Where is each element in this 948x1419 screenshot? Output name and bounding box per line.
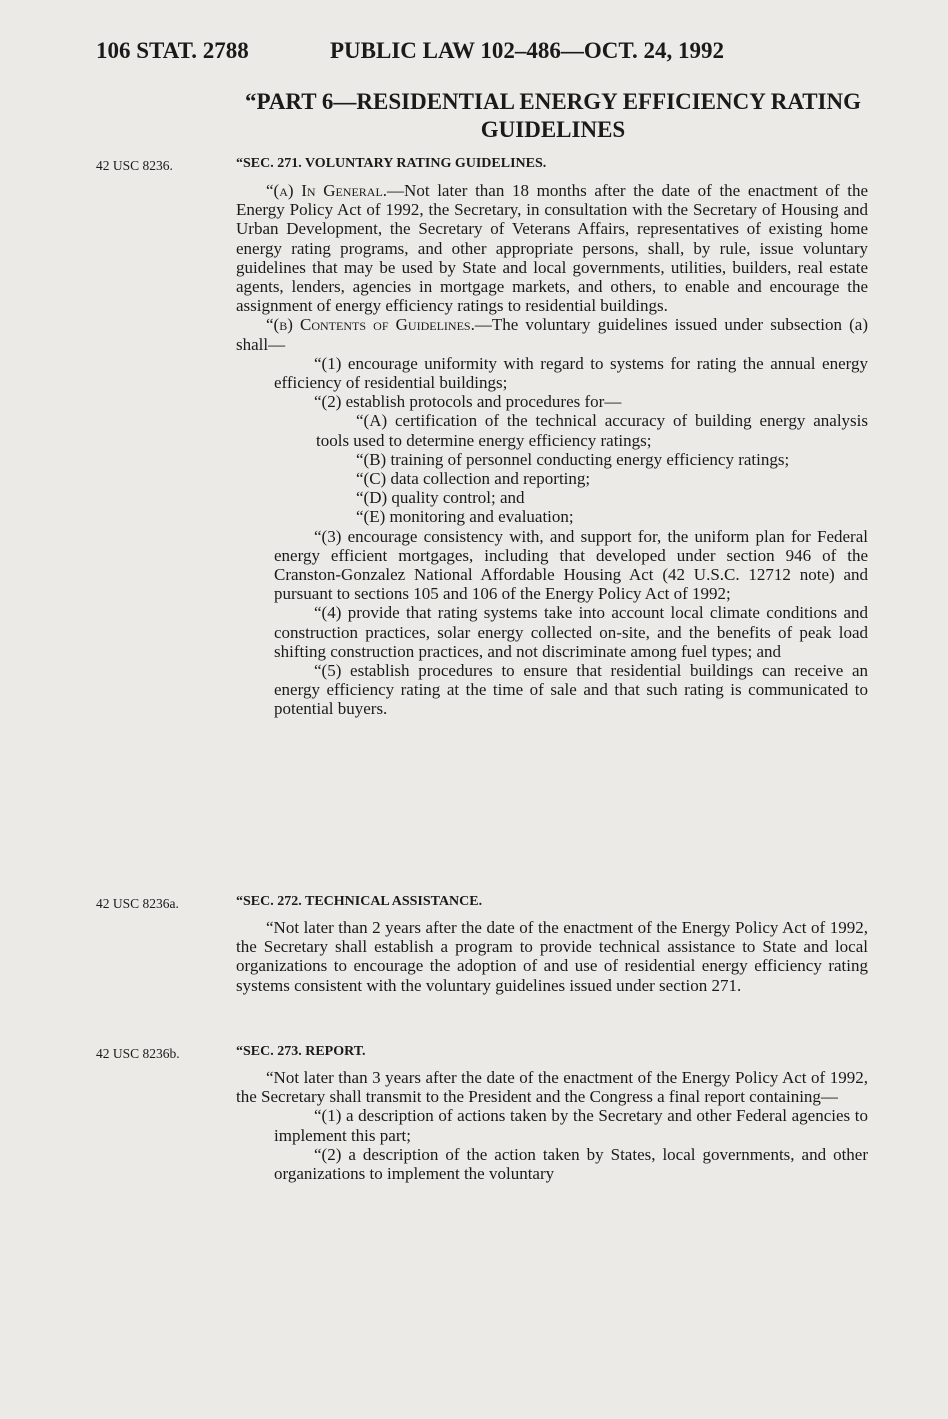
subparagraph-b: “(B) training of personnel conducting energy efficiency ratings; [356,449,790,469]
usc-margin-note-8236: 42 USC 8236. [96,158,173,173]
subparagraph-d: “(D) quality control; and [356,488,525,508]
subsection-a-text: —Not later than 18 months after the date of the enactment of the Energy Policy Act of 1992, the Secretary, in consultation with the Secretary of Housing and Urban Development, the Secretary of Veterans Affairs, representatives of existing home energy rating programs, and other appropriate persons, shall, by rule, issue voluntary guidelines that may be used by State and local governments, utilities, builders, real estate agents, lenders, agencies in mortgage markets, and others, to enable and encourage the assignment of energy efficiency ratings to residential buildings. [236,181,868,316]
paragraph-4: “(4) provide that rating systems take into account local climate conditions and construction practices, solar energy collected on-site, and the benefits of peak load shifting construction practices, and not discriminate among fuel types; and [274,603,868,661]
section-273-text: “Not later than 3 years after the date of the enactment of the Energy Policy Act of 1992, the Secretary shall transmit to the President and the Congress a final report containing— [236,1068,868,1107]
section-273-body [236,1068,868,1183]
subsection-b [236,315,868,353]
subsection-b-text: —The voluntary guidelines issued under subsection (a) shall— [236,315,868,354]
subparagraph-c: “(C) data collection and reporting; [356,469,591,489]
section-272-body [236,918,868,995]
section-272-text: “Not later than 2 years after the date of the enactment of the Energy Policy Act of 1992, the Secretary shall establish a program to provide technical assistance to State and local organizations to encourage the adoption of and use of residential energy efficiency rating systems consistent with the voluntary guidelines issued under section 271. [236,918,868,995]
usc-margin-note-8236b: 42 USC 8236b. [96,1046,180,1061]
paragraph-3: “(3) encourage consistency with, and support for, the uniform plan for Federal energy efficient mortgages, including that developed under section 946 of the Cranston-Gonzalez National Affordable Housing Act (42 U.S.C. 12712 note) and pursuant to sections 105 and 106 of the Energy Policy Act of 1992; [274,526,868,604]
section-272-heading: “SEC. 272. TECHNICAL ASSISTANCE. [236,894,483,909]
paragraph-5: “(5) establish procedures to ensure that residential buildings can receive an energy efficiency rating at the time of sale and that such rating is communicated to potential buyers. [274,661,868,719]
usc-margin-note-8236a: 42 USC 8236a. [96,896,179,911]
section-271-body [236,181,868,719]
section-273-paragraph-2: “(2) a description of the action taken by States, local governments, and other organizations to implement the voluntary [274,1144,868,1184]
subsection-b-lead: “(b) Contents of Guidelines. [266,315,475,335]
subsection-a [236,181,868,315]
paragraph-1: “(1) encourage uniformity with regard to systems for rating the annual energy efficiency of residential buildings; [274,353,868,393]
part-title: “PART 6—RESIDENTIAL ENERGY EFFICIENCY RATING GUIDELINES [244,89,862,142]
statute-reference: 106 STAT. 2788 [96,38,249,63]
subsection-a-lead: “(a) In General. [266,181,388,200]
section-271-heading: “SEC. 271. VOLUNTARY RATING GUIDELINES. [236,156,547,171]
subparagraph-a: “(A) certification of the technical accuracy of building energy analysis tools used to determine energy efficiency ratings; [316,411,868,450]
subparagraph-e: “(E) monitoring and evaluation; [356,507,574,527]
paragraph-2: “(2) establish protocols and procedures for— [314,392,622,412]
public-law-reference: PUBLIC LAW 102–486—OCT. 24, 1992 [330,38,725,63]
running-head [96,38,896,68]
section-273-paragraph-1: “(1) a description of actions taken by the Secretary and other Federal agencies to implement this part; [274,1106,868,1145]
section-273-heading: “SEC. 273. REPORT. [236,1044,366,1059]
